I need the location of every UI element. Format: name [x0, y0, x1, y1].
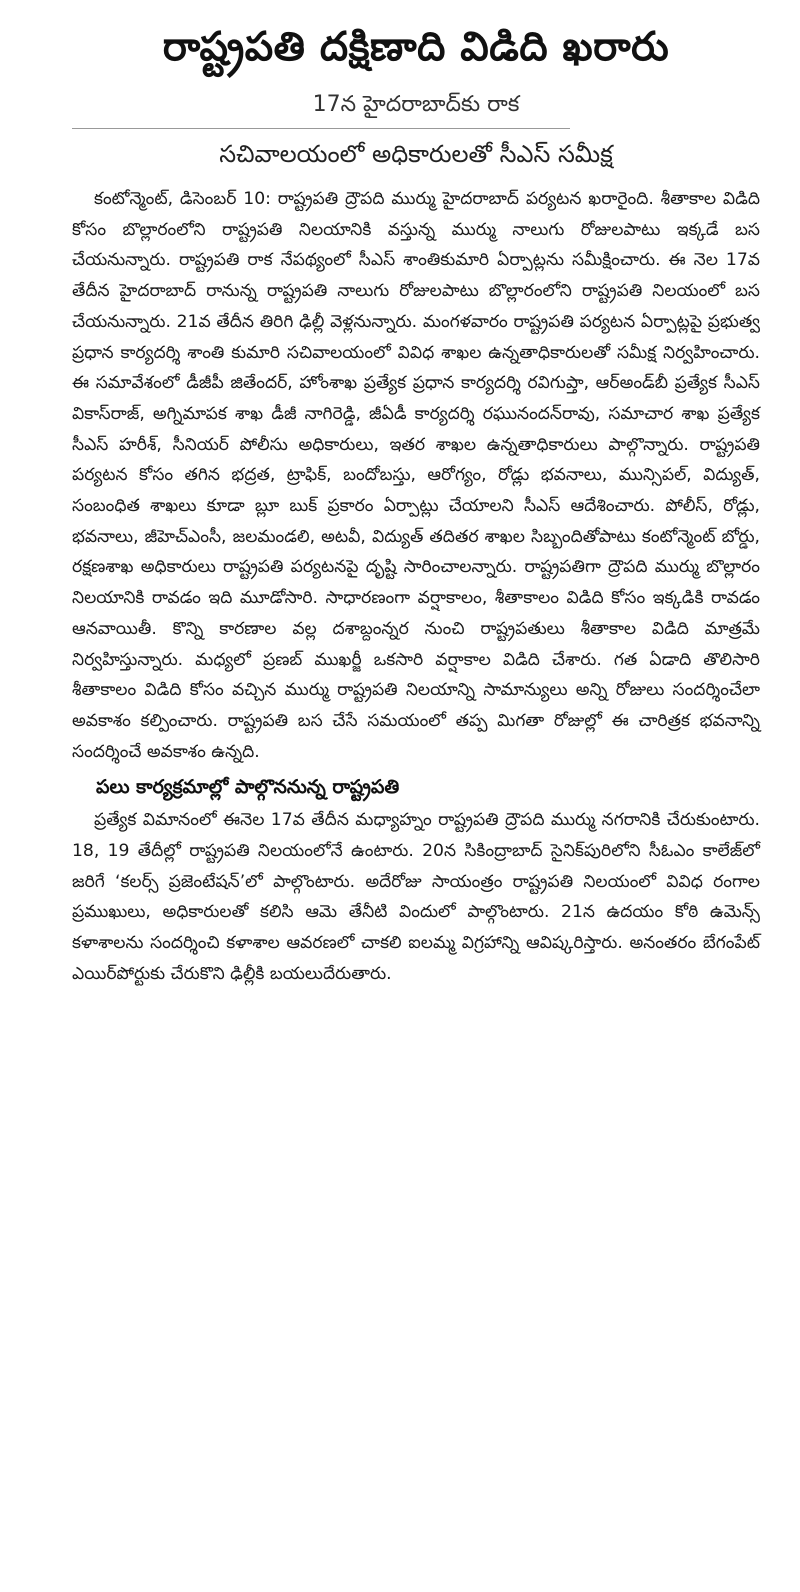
article-paragraph-2: ప్రత్యేక విమానంలో ఈనెల 17వ తేదీన మధ్యాహ్నం రాష్ట్రపతి ద్రౌపది ముర్ము నగరానికి చేరుకుంటారు. 18, 19 తేదీల్లో రాష్ట్రపతి నిలయంలోనే ఉంటారు. 20న సికింద్రాబాద్ సైనిక్‌పురిలోని సీఓఎం కాలేజ్‌లో జరిగే ‘కలర్స్ ప్రజెంటేషన్’లో పాల్గొంటారు. అదేరోజు సాయంత్రం రాష్ట్రపతి నిలయంలో వివిధ రంగాల ప్రముఖులు, అధికారులతో కలిసి ఆమె తేనీటి విందులో పాల్గొంటారు. 21న ఉదయం కోఠి ఉమెన్స్ కళాశాలను సందర్శించి కళాశాల ఆవరణలో చాకలి ఐలమ్మ విగ్రహాన్ని ఆవిష్కరిస్తారు. అనంతరం బేగంపేట్ ఎయిర్‌పోర్టుకు చేరుకొని ఢిల్లీకి బయలుదేరుతారు.	[72, 810, 760, 984]
section-heading: పలు కార్యక్రమాల్లో పాల్గొననున్న రాష్ట్రపతి	[96, 776, 400, 799]
article-paragraph-1: కంటోన్మెంట్, డిసెంబర్ 10: రాష్ట్రపతి ద్రౌపది ముర్ము హైదరాబాద్ పర్యటన ఖరారైంది. శీతాకాల విడిది కోసం బొల్లారంలోని రాష్ట్రపతి నిలయానికి వస్తున్న ముర్ము నాలుగు రోజులపాటు ఇక్కడే బస చేయనున్నారు. రాష్ట్రపతి రాక నేపథ్యంలో సీఎస్ శాంతికుమారి ఏర్పాట్లను సమీక్షించారు. ఈ నెల 17వ తేదీన హైదరాబాద్ రానున్న రాష్ట్రపతి నాలుగు రోజులపాటు బొల్లారంలోని రాష్ట్రపతి నిలయంలో బస చేయనున్నారు. 21వ తేదీన తిరిగి ఢిల్లీ వెళ్లనున్నారు. మంగళవారం రాష్ట్రపతి పర్యటన ఏర్పాట్లపై ప్రభుత్వ ప్రధాన కార్యదర్శి శాంతి కుమారి సచివాలయంలో వివిధ శాఖల ఉన్నతాధికారులతో సమీక్ష నిర్వహించారు. ఈ సమావేశంలో డీజీపీ జితేందర్, హోంశాఖ ప్రత్యేక ప్రధాన కార్యదర్శి రవిగుప్తా, ఆర్అండ్‌బీ ప్రత్యేక సీఎస్ వికాస్‌రాజ్, అగ్నిమాపక శాఖ డీజీ నాగిరెడ్డి, జీఏడీ కార్యదర్శి రఘునందన్‌రావు, సమాచార శాఖ ప్రత్యేక సీఎస్ హరీశ్, సీనియర్ పోలీసు అధికారులు, ఇతర శాఖల ఉన్నతాధికారులు పాల్గొన్నారు. రాష్ట్రపతి పర్యటన కోసం తగిన భద్రత, ట్రాఫిక్, బందోబస్తు, ఆరోగ్యం, రోడ్లు భవనాలు, మున్సిపల్, విద్యుత్, సంబంధిత శాఖలు కూడా బ్లూ బుక్ ప్రకారం ఏర్పాట్లు చేయాలని సీఎస్ ఆదేశించారు. పోలీస్, రోడ్లు, భవనాలు, జీహెచ్ఎంసీ, జలమండలి, అటవీ, విద్యుత్ తదితర శాఖల సిబ్బందితోపాటు కంటోన్మెంట్ బోర్డు, రక్షణశాఖ అధికారులు రాష్ట్రపతి పర్యటనపై దృష్టి సారించాలన్నారు. రాష్ట్రపతిగా ద్రౌపది ముర్ము బొల్లారం నిలయానికి రావడం ఇది మూడోసారి. సాధారణంగా వర్షాకాలం, శీతాకాలం విడిది కోసం ఇక్కడికి రావడం ఆనవాయితీ. కొన్ని కారణాల వల్ల దశాబ్దంన్నర నుంచి రాష్ట్రపతులు శీతాకాల విడిది మాత్రమే నిర్వహిస్తున్నారు. మధ్యలో ప్రణబ్ ముఖర్జీ ఒకసారి వర్షాకాల విడిది చేశారు. గత ఏడాది తొలిసారి శీతాకాలం విడిది కోసం వచ్చిన ముర్ము రాష్ట్రపతి నిలయాన్ని సామాన్యులు అన్ని రోజులు సందర్శించేలా అవకాశం కల్పించారు. రాష్ట్రపతి బస చేసే సమయంలో తప్ప మిగతా రోజుల్లో ఈ చారిత్రక భవనాన్ని సందర్శించే అవకాశం ఉన్నది.	[72, 189, 760, 762]
subheadline: 17న హైదరాబాద్‌కు రాక	[312, 92, 520, 117]
headline: రాష్ట్రపతి దక్షిణాది విడిది ఖరారు	[162, 24, 670, 70]
subheadline-block	[72, 88, 760, 126]
deck: సచివాలయంలో అధికారులతో సీఎస్ సమీక్ష	[219, 140, 613, 168]
subheadline-rule	[72, 128, 570, 129]
